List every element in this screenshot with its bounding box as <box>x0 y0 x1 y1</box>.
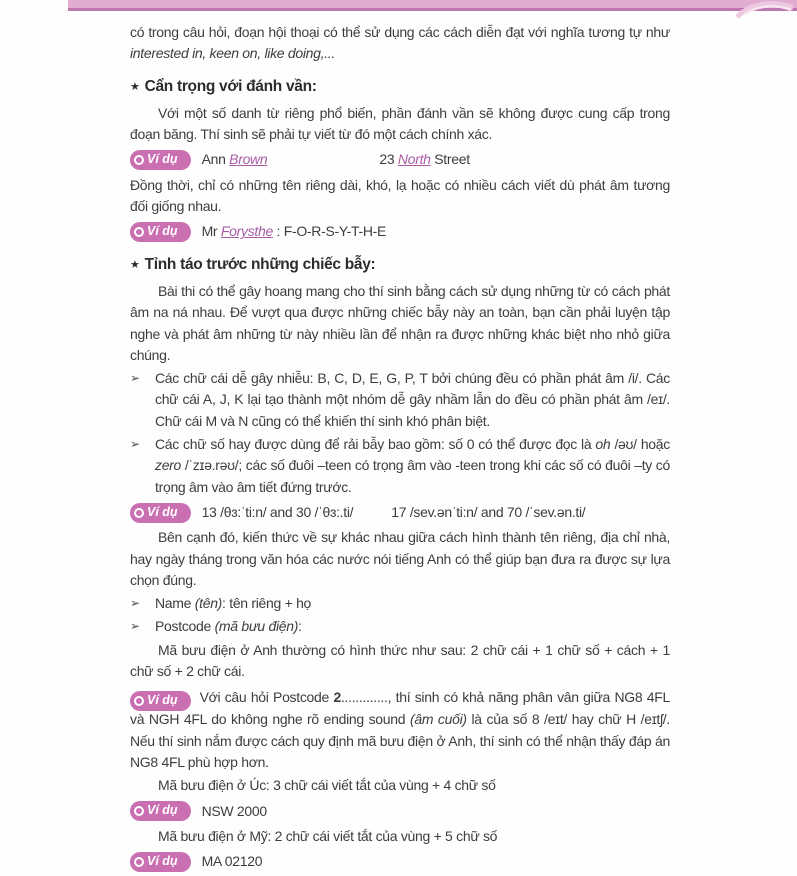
text-segment: Đồng thời, chỉ có những tên riêng dài, khó, lạ hoặc có nhiều cách viết dù phát âm tương đối giống nhau. <box>130 176 674 215</box>
text-segment: : tên riêng + họ <box>222 595 312 612</box>
ribbon-curl-decoration <box>735 0 795 19</box>
star-icon: ★ <box>130 80 140 93</box>
example-badge-label: Ví dụ <box>147 224 178 239</box>
badge-dot-icon <box>134 155 144 165</box>
text-segment: Postcode <box>155 618 215 635</box>
example-line <box>130 851 670 872</box>
text-segment: Name <box>155 595 195 612</box>
example-text-group <box>202 221 386 242</box>
text-segment: Các chữ số hay được dùng để rải bẫy bao gồm: số 0 có thể được đọc là <box>155 436 596 453</box>
text-segment: North <box>397 151 431 168</box>
badge-dot-icon <box>134 227 144 237</box>
text-segment: (âm cuối) <box>409 711 467 728</box>
text-segment: là của số 8 /eɪt/ hay chữ H /eɪtʃ/. Nếu thí sinh nắm được cách quy định mã bưu điện ở Anh, thí sinh có thể nhận thấy đáp án NG8 4FL phù hợp hơn. <box>130 711 674 770</box>
bullet-item <box>130 434 674 498</box>
text-segment: Mã bưu điện ở Úc: 3 chữ cái viết tắt của vùng + 4 chữ số <box>158 777 496 794</box>
text-segment: Với một số danh từ riêng phổ biến, phần đánh vần sẽ không được cung cấp trong đoạn băng. Thí sinh sẽ phải tự viết từ đó một cách chính xác. <box>130 104 674 143</box>
badge-dot-icon <box>134 696 144 706</box>
text-segment: Mr <box>201 223 221 240</box>
text-segment: Bên cạnh đó, kiến thức về sự khác nhau giữa cách hình thành tên riêng, địa chỉ nhà, hay ngày tháng trong văn hóa các nước nói tiếng Anh có thể giúp bạn đưa ra được sự lựa chọn đúng. <box>130 529 674 588</box>
text-segment: /ˈzɪə.rəʊ/; các số đuôi –teen có trọng âm vào -teen trong khi các số có đuôi –ty có trọng âm vào âm tiết đứng trước. <box>155 457 674 495</box>
example-paragraph <box>130 687 674 773</box>
text-segment: ............., thí sinh có khả năng phân vân giữa NG8 4FL và NGH 4FL do không nghe rõ ending sound <box>130 689 674 728</box>
column-gap-spacer <box>353 512 391 513</box>
badge-dot-icon <box>134 508 144 518</box>
text-segment: zero <box>155 457 182 474</box>
text-segment: interested in, keen on, like doing,... <box>130 45 335 62</box>
section-heading-label: Cẩn trọng với đánh vần: <box>144 77 317 95</box>
text-segment: /əʊ/ hoặc <box>610 436 674 453</box>
text-segment: Ann <box>201 151 230 168</box>
example-badge-label: Ví dụ <box>147 853 178 868</box>
paragraph <box>130 640 674 683</box>
example-badge <box>130 852 191 872</box>
text-segment: 17 /sev.ənˈti:n/ and 70 /ˈsev.ən.ti/ <box>391 503 586 520</box>
text-segment: Bài thi có thể gây hoang mang cho thí sinh bằng cách sử dụng những từ có cách phát âm na ná nhau. Để vượt qua được những chiếc bẫy này an toàn, bạn cần phải luyện tập nghe và phát âm những từ này nhiều lần để nhận ra được những khác biệt nho nhỏ giữa chúng. <box>130 282 674 363</box>
paragraph <box>130 175 674 218</box>
column-gap-spacer <box>267 160 379 161</box>
text-segment: NSW 2000 <box>201 802 267 819</box>
example-text-group <box>202 851 263 872</box>
text-segment: 2 <box>333 689 341 706</box>
arrow-bullet-icon: ➢ <box>130 596 140 611</box>
example-badge-label: Ví dụ <box>147 504 178 519</box>
example-badge-label: Ví dụ <box>147 152 178 167</box>
text-segment: Mã bưu điện ở Mỹ: 2 chữ cái viết tắt của vùng + 5 chữ số <box>158 827 498 844</box>
bullet-item <box>130 593 670 614</box>
example-badge <box>130 222 191 242</box>
arrow-bullet-icon: ➢ <box>130 371 140 386</box>
example-badge-label: Ví dụ <box>147 803 178 818</box>
text-segment: có trong câu hỏi, đoạn hội thoại có thể sử dụng các cách diễn đạt với nghĩa tương tự như <box>130 24 674 40</box>
page-text-column <box>130 21 674 876</box>
text-segment: Các chữ cái dễ gây nhiễu: B, C, D, E, G, P, T bởi chúng đều có phần phát âm /i/. Các chữ cái A, J, K lại tạo thành một nhóm dễ gây nhầm lẫn do đều có phần phát âm /eɪ/. Chữ cái M và N cũng có thể khiến thí sinh khó phân biệt. <box>155 370 674 429</box>
example-text-group <box>391 502 585 523</box>
text-segment: Với câu hỏi Postcode <box>199 689 334 706</box>
text-segment: oh <box>595 436 611 453</box>
example-text-group <box>202 801 267 822</box>
badge-dot-icon <box>134 857 144 867</box>
example-line <box>130 502 670 523</box>
paragraph <box>130 22 674 65</box>
bullet-item <box>130 616 670 637</box>
star-icon: ★ <box>130 258 140 271</box>
top-decorative-bar <box>68 0 797 11</box>
arrow-bullet-icon: ➢ <box>130 619 140 634</box>
example-badge-label: Ví dụ <box>147 693 178 708</box>
paragraph <box>130 826 670 847</box>
text-segment: (mã bưu điện) <box>214 618 299 635</box>
section-heading-label: Tỉnh táo trước những chiếc bẫy: <box>144 255 376 273</box>
example-line <box>130 221 670 242</box>
text-segment: : <box>298 618 302 635</box>
example-badge <box>130 691 191 711</box>
example-text-group <box>202 502 354 523</box>
text-segment: MA 02120 <box>201 853 263 870</box>
text-segment: Brown <box>229 151 268 168</box>
example-badge <box>130 801 191 821</box>
text-segment: : F-O-R-S-Y-T-H-E <box>272 223 387 240</box>
paragraph <box>130 103 674 146</box>
section-heading <box>130 254 670 277</box>
text-segment: Street <box>430 151 470 168</box>
example-text-group <box>379 149 469 170</box>
example-line <box>130 149 670 170</box>
section-heading <box>130 76 670 99</box>
example-line <box>130 801 670 822</box>
text-segment: Mã bưu điện ở Anh thường có hình thức như sau: 2 chữ cái + 1 chữ số + cách + 1 chữ số + 2 chữ cái. <box>130 641 674 680</box>
example-badge <box>130 503 191 523</box>
text-segment: 23 <box>379 151 398 168</box>
arrow-bullet-icon: ➢ <box>130 437 140 452</box>
example-badge <box>130 150 191 170</box>
paragraph <box>130 775 670 796</box>
paragraph <box>130 527 674 591</box>
example-text-group <box>202 149 268 170</box>
paragraph <box>130 281 674 366</box>
bullet-item <box>130 368 674 432</box>
text-segment: (tên) <box>194 595 223 612</box>
text-segment: 13 /θɜ:ˈti:n/ and 30 /ˈθɜ:.ti/ <box>201 503 354 520</box>
badge-dot-icon <box>134 806 144 816</box>
text-segment: Forysthe <box>220 223 273 240</box>
